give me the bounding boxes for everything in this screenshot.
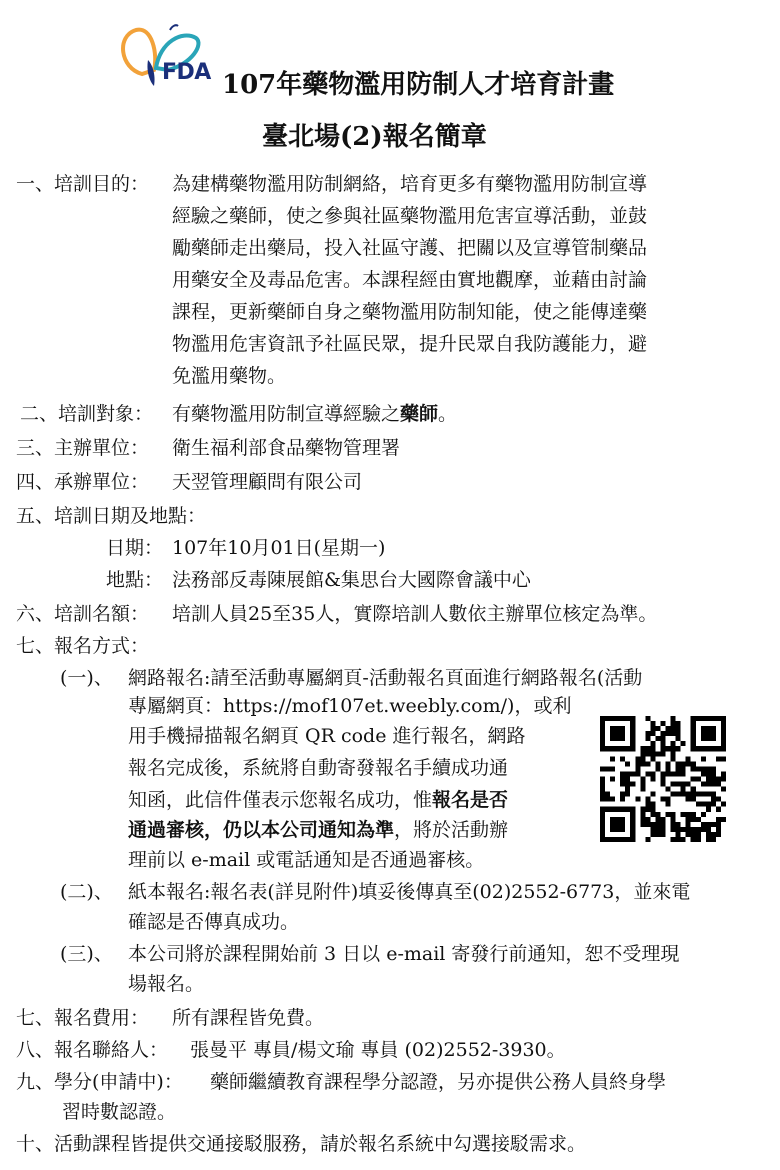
s2-label: 二、培訓對象：	[20, 403, 154, 425]
page-title: 107年藥物濫用防制人才培育計畫	[222, 70, 615, 100]
s8-label: 七、報名費用：	[16, 1007, 150, 1029]
s7-item1-line: 用手機掃描報名網頁 QR code 進行報名，網路	[128, 725, 526, 747]
s7-item1-line: 報名完成後，系統將自動寄發報名手續成功通	[128, 757, 509, 779]
s6-text: 培訓人員25至35人，實際培訓人數依主辦單位核定為準。	[172, 603, 658, 625]
s9-label: 八、報名聯絡人：	[16, 1039, 169, 1061]
s7-item3-num: (三)、	[60, 943, 113, 965]
s7-item2-num: (二)、	[60, 881, 113, 903]
s1-line: 勵藥師走出藥局，投入社區守護、把關以及宣導管制藥品	[172, 237, 648, 259]
qr-code-icon[interactable]	[600, 716, 726, 842]
s10-line: 藥師繼續教育課程學分認證，另亦提供公務人員終身學	[210, 1071, 667, 1093]
s5-date: 107年10月01日(星期一)	[172, 537, 386, 559]
s7-item1-line: 通過審核，仍以本公司通知為準，將於活動辦	[128, 819, 509, 841]
s8-text: 所有課程皆免費。	[172, 1007, 325, 1029]
s7-item1-num: (一)、	[60, 667, 113, 689]
s7-item1-line: 網路報名:請至活動專屬網頁-活動報名頁面進行網路報名(活動	[128, 667, 643, 689]
s1-line: 免濫用藥物。	[172, 365, 287, 387]
s5-place-label: 地點：	[106, 569, 164, 591]
s5-place: 法務部反毒陳展館&集思台大國際會議中心	[172, 569, 531, 591]
s7-item2-line: 確認是否傳真成功。	[128, 911, 300, 933]
s1-line: 課程，更新藥師自身之藥物濫用防制知能，使之能傳達藥	[172, 301, 648, 323]
s7-item3-line: 場報名。	[128, 973, 205, 995]
page-subtitle: 臺北場(2)報名簡章	[262, 122, 487, 152]
s11-text: 十、活動課程皆提供交通接駁服務，請於報名系統中勾選接駁需求。	[16, 1133, 587, 1155]
s5-label: 五、培訓日期及地點：	[16, 505, 207, 527]
s5-date-label: 日期：	[106, 537, 164, 559]
s4-text: 天翌管理顧問有限公司	[172, 471, 363, 493]
s4-label: 四、承辦單位：	[16, 471, 150, 493]
s1-line: 物濫用危害資訊予社區民眾，提升民眾自我防護能力，避	[172, 333, 648, 355]
s1-label: 一、培訓目的：	[16, 173, 150, 195]
s7-item1-line: 知函，此信件僅表示您報名成功，惟報名是否	[128, 789, 509, 811]
s7-label: 七、報名方式：	[16, 635, 150, 657]
s6-label: 六、培訓名額：	[16, 603, 150, 625]
s10-line: 習時數認證。	[62, 1101, 177, 1123]
s7-item3-line: 本公司將於課程開始前 3 日以 e-mail 寄發行前通知，恕不受理現	[128, 943, 680, 965]
s7-item1-line: 專屬網頁：https://mof107et.weebly.com/)，或利	[128, 695, 572, 717]
s3-label: 三、主辦單位：	[16, 437, 150, 459]
s10-label: 九、學分(申請中)：	[16, 1071, 183, 1093]
s1-line: 為建構藥物濫用防制網絡，培育更多有藥物濫用防制宣導	[172, 173, 648, 195]
s7-item1-line: 理前以 e-mail 或電話通知是否通過審核。	[128, 849, 485, 871]
s9-text: 張曼平 專員/楊文瑜 專員 (02)2552-3930。	[190, 1039, 566, 1061]
s2-text: 有藥物濫用防制宣導經驗之藥師。	[172, 403, 458, 425]
fda-logo-text: FDA	[162, 60, 211, 85]
s7-item2-line: 紙本報名:報名表(詳見附件)填妥後傳真至(02)2552-6773，並來電	[128, 881, 691, 903]
s1-line: 用藥安全及毒品危害。本課程經由實地觀摩，並藉由討論	[172, 269, 648, 291]
s1-line: 經驗之藥師，使之參與社區藥物濫用危害宣導活動，並鼓	[172, 205, 648, 227]
s3-text: 衛生福利部食品藥物管理署	[172, 437, 401, 459]
